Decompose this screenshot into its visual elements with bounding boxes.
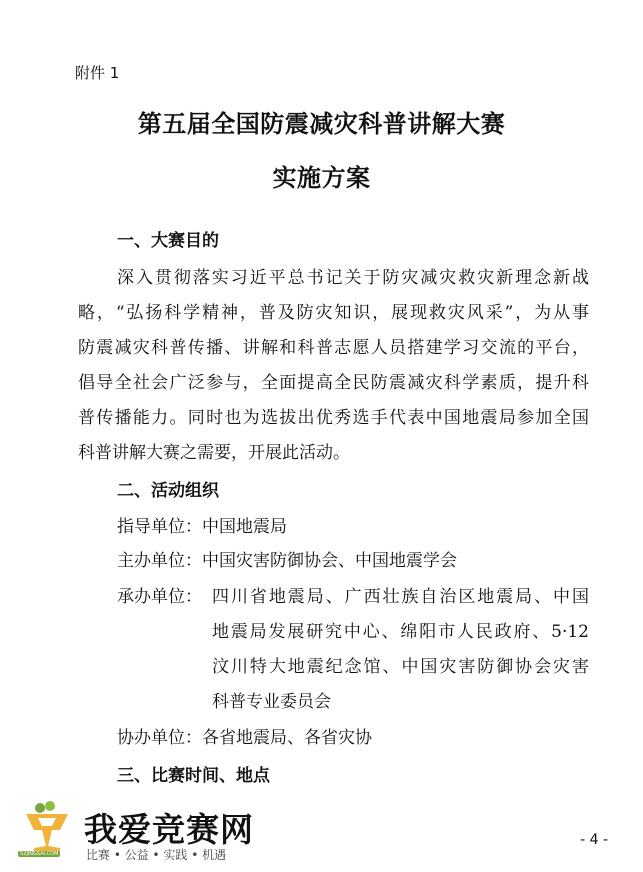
document-subtitle: 实施方案 xyxy=(272,164,371,192)
section1-line-2: 略，“弘扬科学精神，普及防灾知识，展现救灾风采”，为从事 xyxy=(78,303,589,323)
organizer-line-2: 地震局发展研究中心、绵阳市人民政府、5·12 xyxy=(212,622,589,642)
co-organizer-unit: 协办单位：各省地震局、各省灾协 xyxy=(117,728,372,748)
section3-heading: 三、比赛时间、地点 xyxy=(117,766,270,786)
section1-heading: 一、大赛目的 xyxy=(117,231,219,251)
attachment-label: 附件 1 xyxy=(75,64,120,82)
section2-heading: 二、活动组织 xyxy=(117,481,219,501)
organizer-line-3: 汶川特大地震纪念馆、中国灾害防御协会灾害 xyxy=(212,657,589,677)
organizer-line-1: 四川省地震局、广西壮族自治区地震局、中国 xyxy=(212,587,589,607)
section1-line-5: 普传播能力。同时也为选拔出优秀选手代表中国地震局参加全国 xyxy=(78,408,589,428)
section1-line-1: 深入贯彻落实习近平总书记关于防灾减灾救灾新理念新战 xyxy=(117,268,589,288)
section1-line-4: 倡导全社会广泛参与，全面提高全民防震减灾科学素质，提升科 xyxy=(78,373,589,393)
section1-line-6: 科普讲解大赛之需要，开展此活动。 xyxy=(78,443,350,463)
section1-line-3: 防震减灾科普传播、讲解和科普志愿人员搭建学习交流的平台， xyxy=(78,338,589,358)
host-unit: 主办单位：中国灾害防御协会、中国地震学会 xyxy=(117,551,457,571)
document-title: 第五届全国防震减灾科普讲解大赛 xyxy=(137,110,506,138)
organizer-label: 承办单位： xyxy=(117,587,202,607)
watermark-site-name: 我爱竞赛网 xyxy=(84,810,254,849)
page-number: - 4 - xyxy=(580,832,608,848)
watermark-domain: 52JINGSAI.COM xyxy=(20,851,59,857)
watermark-slogan: 比赛 • 公益 • 实践 • 机遇 xyxy=(86,848,227,862)
organizer-line-4: 科普专业委员会 xyxy=(212,692,331,712)
guide-unit: 指导单位：中国地震局 xyxy=(117,517,287,537)
